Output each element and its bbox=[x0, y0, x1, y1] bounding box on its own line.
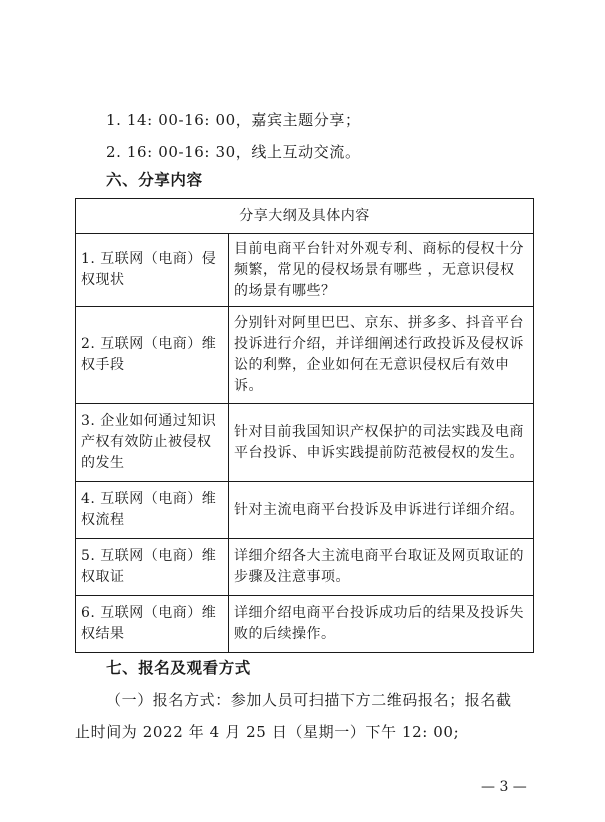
detail-cell: 详细介绍电商平台投诉成功后的结果及投诉失败的后续操作。 bbox=[229, 596, 534, 653]
topic-cell: 1. 互联网（电商）侵权现状 bbox=[76, 234, 229, 307]
table-header-row bbox=[76, 199, 534, 234]
detail-cell: 目前电商平台针对外观专利、商标的侵权十分频繁，常见的侵权场景有哪些 ，无意识侵权的场景有哪些？ bbox=[229, 234, 534, 307]
topic-cell: 4. 互联网（电商）维权流程 bbox=[76, 482, 229, 539]
table-header-cell: 分享大纲及具体内容 bbox=[76, 199, 534, 234]
detail-cell: 分别针对阿里巴巴、京东、拼多多、抖音平台投诉进行介绍，并详细阐述行政投诉及侵权诉讼的利弊，企业如何在无意识侵权后有效申诉。 bbox=[229, 307, 534, 404]
topic-cell: 5. 互联网（电商）维权取证 bbox=[76, 539, 229, 596]
detail-cell: 详细介绍各大主流电商平台取证及网页取证的步骤及注意事项。 bbox=[229, 539, 534, 596]
page-number: — 3 — bbox=[481, 779, 527, 795]
table-row bbox=[76, 482, 534, 539]
table-row bbox=[76, 404, 534, 482]
schedule-item-1: 1. 14: 00-16: 00，嘉宾主题分享； bbox=[106, 111, 361, 129]
topic-cell: 2. 互联网（电商）维权手段 bbox=[76, 307, 229, 404]
registration-paragraph-line-1: （一）报名方式：参加人员可扫描下方二维码报名；报名截 bbox=[106, 691, 512, 709]
topic-cell: 6. 互联网（电商）维权结果 bbox=[76, 596, 229, 653]
table-row bbox=[76, 539, 534, 596]
topic-cell: 3. 企业如何通过知识产权有效防止被侵权的发生 bbox=[76, 404, 229, 482]
table-row bbox=[76, 307, 534, 404]
table-row bbox=[76, 234, 534, 307]
registration-paragraph-line-2: 止时间为 2022 年 4 月 25 日（星期一）下午 12: 00; bbox=[75, 723, 460, 741]
schedule-item-2: 2. 16: 00-16: 30，线上互动交流。 bbox=[106, 143, 361, 161]
detail-cell: 针对目前我国知识产权保护的司法实践及电商平台投诉、申诉实践提前防范被侵权的发生。 bbox=[229, 404, 534, 482]
section-6-heading: 六、分享内容 bbox=[106, 171, 203, 189]
content-outline-table bbox=[75, 198, 534, 653]
detail-cell: 针对主流电商平台投诉及申诉进行详细介绍。 bbox=[229, 482, 534, 539]
table-row bbox=[76, 596, 534, 653]
section-7-heading: 七、报名及观看方式 bbox=[106, 659, 251, 677]
